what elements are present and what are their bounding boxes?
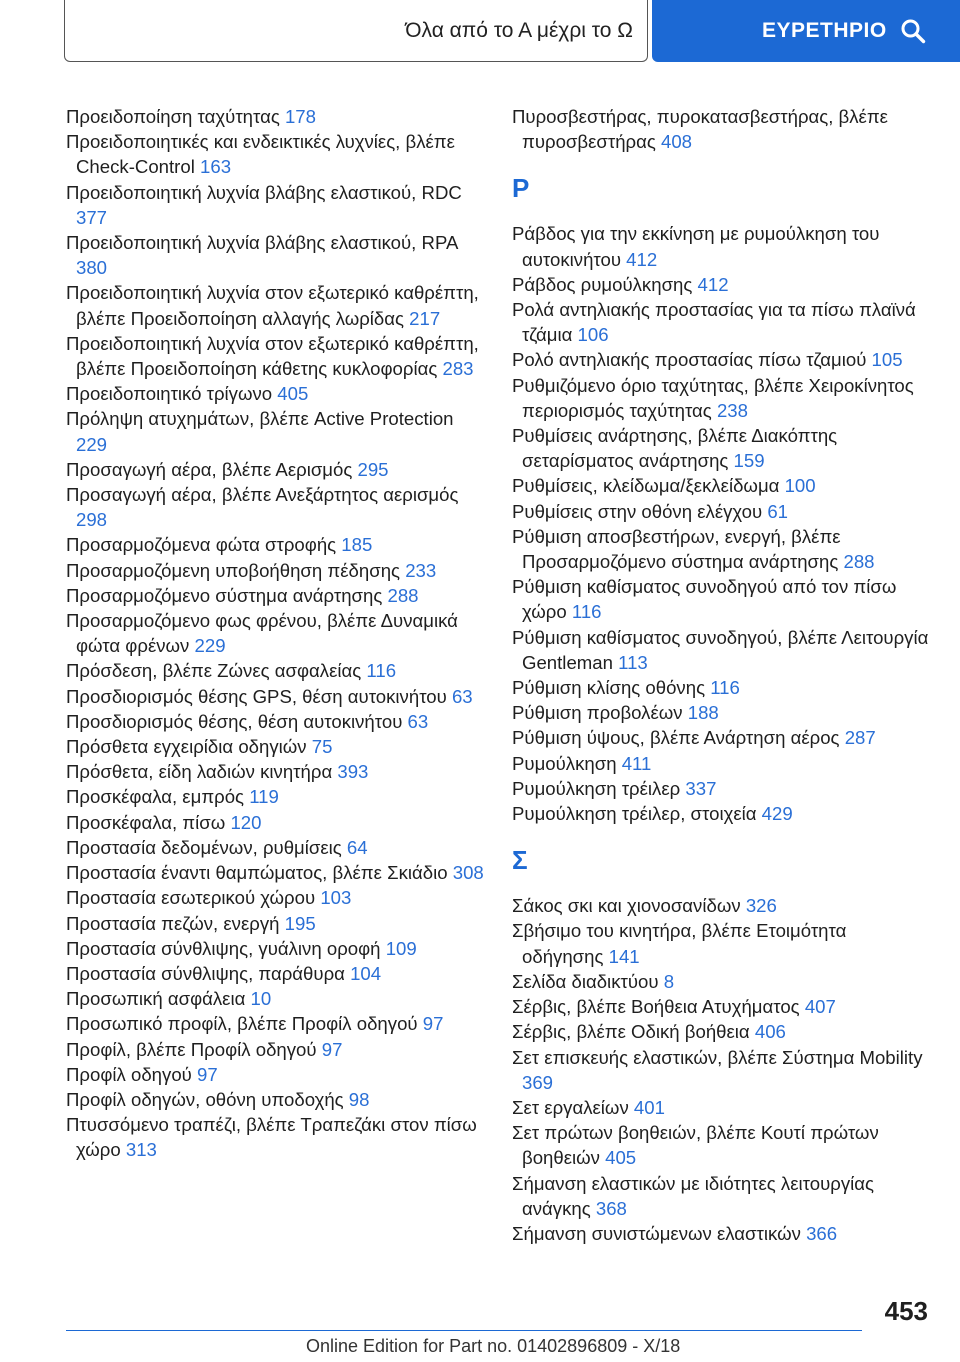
- index-entry-text: Προσκέφαλα, εμπρός: [66, 786, 250, 808]
- index-entry: [66, 759, 486, 784]
- index-entry-text: Σετ επισκευής ελαστικών, βλέπε Σύστημα Mobility: [512, 1046, 923, 1068]
- index-entry-text: Ρύθμιση κλίσης οθόνης: [512, 677, 711, 699]
- index-entry-page-link[interactable]: 163: [200, 156, 232, 178]
- index-entry-page-link[interactable]: 63: [407, 710, 429, 732]
- index-entry: [512, 1019, 932, 1044]
- index-entry-page-link[interactable]: 63: [451, 685, 473, 707]
- index-entry-text: Ρολό αντηλιακής προστασίας πίσω τζαμιού: [512, 349, 872, 371]
- index-entry-text: Ράβδος ρυμούλκησης: [512, 273, 698, 295]
- index-entry-text: Σετ εργαλείων: [512, 1096, 634, 1118]
- index-entry-text: Πυροσβεστήρας, πυροκατασβεστήρας, βλέπε πυροσβεστήρας: [512, 106, 888, 153]
- tab-index[interactable]: [652, 0, 960, 62]
- index-entry-text: Ρύθμιση αποσβεστήρων, ενεργή, βλέπε Προσαρμοζόμενο σύστημα ανάρτησης: [512, 525, 844, 573]
- index-entry-page-link[interactable]: 326: [745, 895, 777, 917]
- index-entry-text: Σήμανση συνιστώμενων ελαστικών: [512, 1222, 807, 1244]
- index-entry-text: Προσδιορισμός θέσης GPS, θέση αυτοκινήτου: [66, 685, 452, 707]
- index-entry: [512, 776, 932, 801]
- index-entry-page-link[interactable]: 119: [249, 786, 279, 808]
- index-entry-page-link[interactable]: 217: [409, 307, 441, 329]
- index-entry: [66, 986, 486, 1011]
- index-entry: [66, 911, 486, 936]
- index-entry-page-link[interactable]: 185: [341, 534, 373, 556]
- index-entry: [512, 918, 932, 968]
- index-entry-page-link[interactable]: 97: [422, 1013, 444, 1035]
- index-entry: [66, 331, 486, 381]
- index-entry-text: Προειδοποιητική λυχνία βλάβης ελαστικού, RDC: [66, 181, 462, 203]
- index-entry: [66, 1062, 486, 1087]
- index-entry: [512, 801, 932, 826]
- index-entry-text: Προστασία έναντι θαμπώματος, βλέπε Σκιάδιο: [66, 862, 453, 884]
- index-entry: [66, 583, 486, 608]
- index-entry-page-link[interactable]: 229: [194, 635, 226, 657]
- index-entry: [512, 499, 932, 524]
- index-entry: [512, 1171, 932, 1221]
- index-entry-page-link[interactable]: 106: [577, 324, 609, 346]
- index-entry: [512, 574, 932, 624]
- index-entry-page-link[interactable]: 287: [844, 727, 876, 749]
- index-column-left: [66, 104, 486, 1163]
- index-entry: [66, 406, 486, 456]
- index-entry: [66, 1087, 486, 1112]
- page-number: 453: [884, 1296, 928, 1326]
- index-entry-text: Προσαρμοζόμενα φώτα στροφής: [66, 534, 342, 556]
- index-entry-text: Προσδιορισμός θέσης, θέση αυτοκινήτου: [66, 710, 408, 732]
- index-entry-text: Προστασία σύνθλιψης, γυάλινη οροφή: [66, 937, 386, 959]
- index-group-sigma: [512, 893, 932, 1246]
- index-entry-text: Προφίλ, βλέπε Προφίλ οδηγού: [66, 1038, 322, 1060]
- index-entry-page-link[interactable]: 103: [320, 887, 352, 909]
- index-entry-page-link[interactable]: 377: [76, 206, 108, 228]
- index-group-pi-continued: [512, 104, 932, 154]
- index-entry-page-link[interactable]: 298: [76, 509, 108, 531]
- index-entry-page-link[interactable]: 405: [605, 1147, 637, 1169]
- index-entry-text: Πρόσδεση, βλέπε Ζώνες ασφαλείας: [66, 660, 367, 682]
- index-entry-text: Προειδοποίηση ταχύτητας: [66, 106, 285, 127]
- index-entry-page-link[interactable]: 116: [571, 601, 602, 623]
- index-entry: [66, 936, 486, 961]
- index-entry: [512, 1045, 932, 1095]
- index-entry-page-link[interactable]: 75: [311, 736, 333, 758]
- index-entry-text: Προειδοποιητική λυχνία στον εξωτερικό καθρέπτη, βλέπε Προειδοποίηση αλλαγής λωρίδας: [66, 282, 479, 329]
- footer-divider: [66, 1330, 862, 1331]
- index-entry-text: Ρύθμιση προβολέων: [512, 702, 688, 724]
- index-entry-text: Σέρβις, βλέπε Οδική βοήθεια: [512, 1021, 755, 1043]
- index-entry: [66, 280, 486, 330]
- index-entry: [66, 482, 486, 532]
- index-entry-text: Ρυθμίσεις στην οθόνη ελέγχου: [512, 500, 768, 522]
- index-entry: [512, 625, 932, 675]
- index-entry-text: Σβήσιμο του κινητήρα, βλέπε Ετοιμότητα οδήγησης: [512, 920, 847, 967]
- index-entry: [66, 532, 486, 557]
- index-entry-text: Προστασία δεδομένων, ρυθμίσεις: [66, 836, 347, 858]
- index-entry-page-link[interactable]: 369: [522, 1071, 554, 1093]
- index-entry-page-link[interactable]: 412: [697, 273, 729, 295]
- footer-edition-text: Online Edition for Part no. 01402896809 - X/18: [306, 1336, 681, 1356]
- index-entry-text: Πτυσσόμενο τραπέζι, βλέπε Τραπεζάκι στον πίσω χώρο: [66, 1114, 477, 1161]
- index-entry: [66, 381, 486, 406]
- index-entry-page-link[interactable]: 8: [663, 970, 675, 992]
- index-entry: [66, 104, 486, 129]
- index-entry: [512, 272, 932, 297]
- index-entry-text: Προειδοποιητικές και ενδεικτικές λυχνίες, βλέπε Check-Control: [66, 131, 455, 178]
- index-entry: [66, 709, 486, 734]
- index-entry-text: Ρυμούλκηση τρέιλερ: [512, 777, 686, 799]
- index-entry: [512, 104, 932, 154]
- index-entry-text: Σάκος σκι και χιονοσανίδων: [512, 895, 746, 917]
- index-entry: [512, 1120, 932, 1170]
- index-entry: [66, 784, 486, 809]
- index-entry-text: Ρυμούλκηση: [512, 752, 622, 774]
- index-entry: [512, 751, 932, 776]
- index-entry-text: Προσαγωγή αέρα, βλέπε Αερισμός: [66, 458, 358, 480]
- index-entry-page-link[interactable]: 406: [754, 1021, 786, 1043]
- index-entry: [66, 457, 486, 482]
- index-entry-page-link[interactable]: 337: [685, 777, 717, 799]
- section-letter-sigma: Σ: [512, 845, 528, 876]
- index-entry-text: Ρύθμιση καθίσματος συνοδηγού, βλέπε Λειτουργία Gentleman: [512, 626, 929, 673]
- index-entry: [512, 524, 932, 574]
- index-entry: [512, 373, 932, 423]
- index-entry-text: Προειδοποιητική λυχνία βλάβης ελαστικού, RPA: [66, 232, 458, 254]
- index-entry-text: Ρυμούλκηση τρέιλερ, στοιχεία: [512, 803, 762, 825]
- index-entry: [66, 180, 486, 230]
- index-entry-page-link[interactable]: 412: [626, 248, 658, 270]
- index-entry-page-link[interactable]: 401: [633, 1096, 665, 1118]
- tab-index-label: ΕΥΡΕΤΗΡΙΟ: [762, 19, 887, 42]
- index-entry: [512, 423, 932, 473]
- index-entry: [66, 608, 486, 658]
- index-entry-page-link[interactable]: 313: [125, 1139, 157, 1161]
- index-entry-text: Ρυθμίσεις, κλείδωμα/ξεκλείδωμα: [512, 475, 785, 497]
- index-entry-page-link[interactable]: 408: [661, 131, 693, 153]
- index-entry-page-link[interactable]: 308: [452, 862, 484, 884]
- index-entry: [512, 700, 932, 725]
- tab-a-to-z[interactable]: [64, 0, 648, 62]
- index-entry-text: Σελίδα διαδικτύου: [512, 970, 664, 992]
- index-entry: [66, 1112, 486, 1162]
- index-entry-page-link[interactable]: 195: [284, 912, 316, 934]
- index-entry-page-link[interactable]: 64: [346, 836, 368, 858]
- index-entry-page-link[interactable]: 233: [405, 559, 437, 581]
- index-entry-text: Προσκέφαλα, πίσω: [66, 811, 231, 833]
- index-entry-page-link[interactable]: 288: [387, 584, 419, 606]
- index-entry: [66, 734, 486, 759]
- index-entry-page-link[interactable]: 141: [608, 945, 640, 967]
- index-entry-text: Σέρβις, βλέπε Βοήθεια Ατυχήματος: [512, 996, 805, 1018]
- index-entry-page-link[interactable]: 98: [348, 1088, 370, 1110]
- index-entry-page-link[interactable]: 120: [230, 811, 262, 833]
- index-entry-text: Προσαρμοζόμενο σύστημα ανάρτησης: [66, 584, 388, 606]
- index-entry-page-link[interactable]: 368: [595, 1197, 627, 1219]
- index-entry-page-link[interactable]: 393: [337, 761, 369, 783]
- index-entry-text: Προφίλ οδηγών, οθόνη υποδοχής: [66, 1088, 349, 1110]
- index-entry: [512, 221, 932, 271]
- index-entry-page-link[interactable]: 283: [442, 358, 474, 380]
- index-entry-page-link[interactable]: 295: [357, 458, 389, 480]
- index-entry: [66, 684, 486, 709]
- index-column-right: [512, 104, 932, 1246]
- tab-a-to-z-label: Όλα από το Α μέχρι το Ω: [405, 18, 633, 42]
- index-entry-page-link[interactable]: 380: [76, 257, 108, 279]
- index-entry: [66, 810, 486, 835]
- index-entry: [512, 725, 932, 750]
- index-entry-text: Ράβδος για την εκκίνηση με ρυμούλκηση του αυτοκινήτου: [512, 223, 880, 270]
- index-entry-page-link[interactable]: 104: [350, 962, 382, 984]
- index-entry: [512, 994, 932, 1019]
- index-entry: [66, 658, 486, 683]
- index-entry-text: Προσαγωγή αέρα, βλέπε Ανεξάρτητος αερισμός: [66, 484, 459, 506]
- index-entry-text: Προστασία εσωτερικού χώρου: [66, 887, 321, 909]
- index-entry: [66, 558, 486, 583]
- search-icon[interactable]: [900, 18, 926, 44]
- index-entry: [512, 473, 932, 498]
- index-entry-text: Ρολά αντηλιακής προστασίας για τα πίσω πλαϊνά τζάμια: [512, 299, 916, 346]
- index-entry-text: Ρυθμίσεις ανάρτησης, βλέπε Διακόπτης σεταρίσματος ανάρτησης: [512, 425, 838, 472]
- index-entry-page-link[interactable]: 116: [710, 677, 740, 699]
- index-entry-page-link[interactable]: 429: [761, 803, 793, 825]
- index-entry-page-link[interactable]: 100: [784, 475, 816, 497]
- index-entry-text: Προφίλ οδηγού: [66, 1063, 198, 1085]
- index-entry-text: Προστασία πεζών, ενεργή: [66, 912, 285, 934]
- index-entry-text: Προσωπικό προφίλ, βλέπε Προφίλ οδηγού: [66, 1013, 423, 1035]
- index-entry-text: Πρόληψη ατυχημάτων, βλέπε Active Protection: [66, 408, 454, 430]
- index-entry-page-link[interactable]: 97: [321, 1038, 343, 1060]
- index-entry-page-link[interactable]: 10: [250, 988, 272, 1010]
- index-entry-text: Προστασία σύνθλιψης, παράθυρα: [66, 962, 351, 984]
- index-group-rho: [512, 221, 932, 826]
- index-entry-page-link[interactable]: 105: [871, 349, 903, 371]
- top-navigation: [0, 0, 960, 66]
- index-entry-text: Πρόσθετα εγχειρίδια οδηγιών: [66, 736, 312, 758]
- index-entry-text: Προσαρμοζόμενη υποβοήθηση πέδησης: [66, 559, 406, 581]
- index-entry: [66, 860, 486, 885]
- index-entry: [66, 835, 486, 860]
- section-letter-rho: Ρ: [512, 173, 530, 204]
- index-entry-text: Πρόσθετα, είδη λαδιών κινητήρα: [66, 761, 338, 783]
- index-entry-page-link[interactable]: 407: [804, 996, 836, 1018]
- index-entry-page-link[interactable]: 109: [385, 937, 417, 959]
- index-entry-text: Ρυθμιζόμενο όριο ταχύτητας, βλέπε Χειροκίνητος περιορισμός ταχύτητας: [512, 374, 914, 421]
- index-entry: [512, 893, 932, 918]
- index-entry: [512, 675, 932, 700]
- index-entry-page-link[interactable]: 159: [733, 450, 765, 472]
- index-entry: [66, 961, 486, 986]
- index-entry-text: Σήμανση ελαστικών με ιδιότητες λειτουργίας ανάγκης: [512, 1172, 874, 1219]
- index-entry-page-link[interactable]: 238: [716, 399, 748, 421]
- index-entry: [66, 1037, 486, 1062]
- index-entry-page-link[interactable]: 405: [277, 383, 309, 405]
- index-entry-page-link[interactable]: 229: [76, 433, 108, 455]
- index-entry-page-link[interactable]: 97: [197, 1063, 218, 1085]
- index-entry-page-link[interactable]: 113: [618, 651, 648, 673]
- index-entry-text: Ρύθμιση καθίσματος συνοδηγού από τον πίσω χώρο: [512, 576, 897, 623]
- index-entry-text: Προσαρμοζόμενο φως φρένου, βλέπε Δυναμικά φώτα φρένων: [66, 610, 458, 657]
- index-entry: [512, 297, 932, 347]
- index-entry-page-link[interactable]: 411: [621, 752, 652, 774]
- index-entry-text: Προσωπική ασφάλεια: [66, 988, 251, 1010]
- index-entry-page-link[interactable]: 178: [284, 106, 316, 127]
- index-entry: [512, 1095, 932, 1120]
- index-entry-page-link[interactable]: 61: [767, 500, 789, 522]
- index-entry: [66, 129, 486, 179]
- index-entry-page-link[interactable]: 366: [806, 1222, 838, 1244]
- index-entry-page-link[interactable]: 288: [843, 551, 875, 573]
- index-entry-page-link[interactable]: 188: [687, 702, 719, 724]
- index-entry: [512, 1221, 932, 1246]
- index-entry: [66, 230, 486, 280]
- index-entry-text: Προειδοποιητικό τρίγωνο: [66, 383, 278, 405]
- index-entry-page-link[interactable]: 116: [366, 660, 397, 682]
- index-entry-text: Προειδοποιητική λυχνία στον εξωτερικό καθρέπτη, βλέπε Προειδοποίηση κάθετης κυκλοφορίας: [66, 332, 479, 380]
- index-entry-text: Σετ πρώτων βοηθειών, βλέπε Κουτί πρώτων βοηθειών: [512, 1122, 879, 1169]
- index-entry: [512, 347, 932, 372]
- index-entry-text: Ρύθμιση ύψους, βλέπε Ανάρτηση αέρος: [512, 727, 845, 749]
- index-entry: [66, 1011, 486, 1036]
- index-entry: [66, 885, 486, 910]
- index-entry: [512, 969, 932, 994]
